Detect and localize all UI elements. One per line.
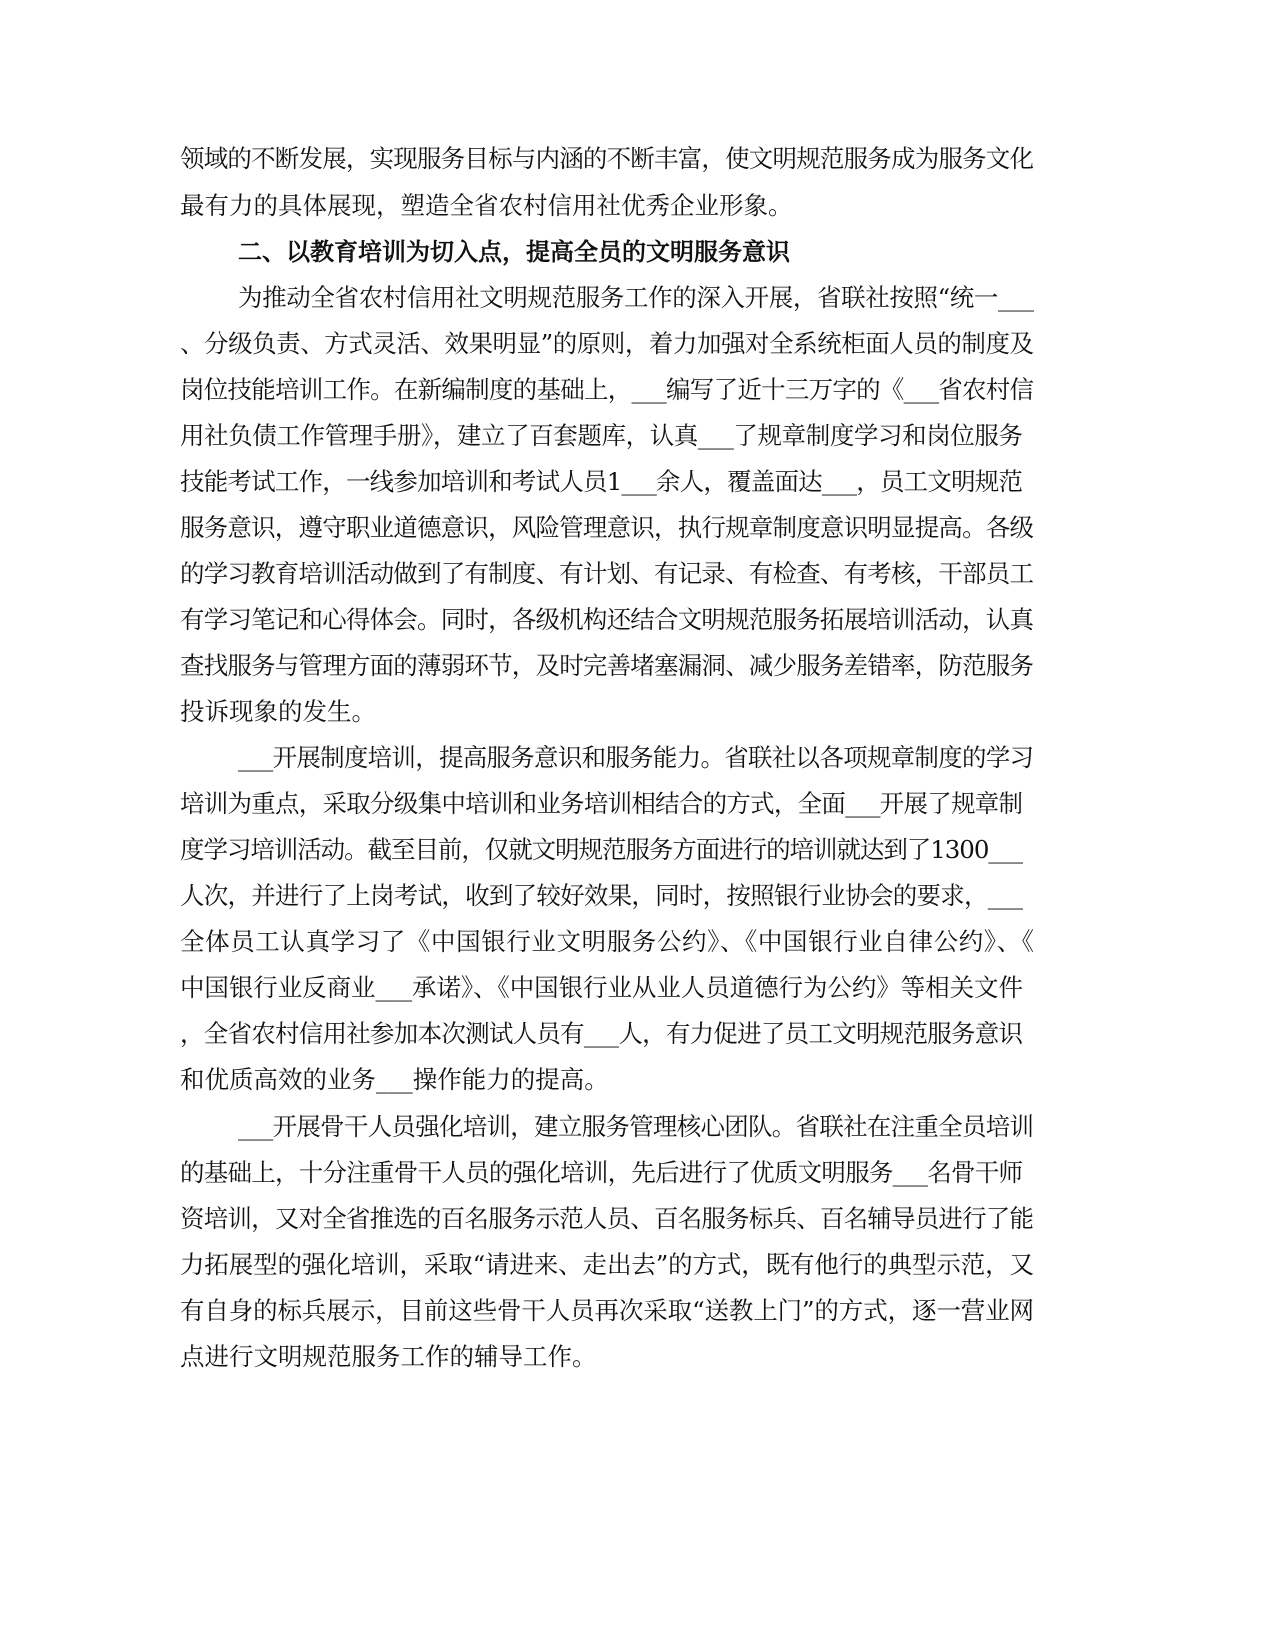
text-line: [0, 1104, 1275, 1150]
line-text: 用社负债工作管理手册》，建立了百套题库，认真___了规章制度学习和岗位服务: [180, 421, 1023, 450]
line-text: 度学习培训活动。截至目前，仅就文明规范服务方面进行的培训就达到了1300___: [180, 835, 1022, 864]
section-heading: [0, 229, 1275, 275]
text-line: [0, 873, 1275, 919]
line-text: 有学习笔记和心得体会。同时，各级机构还结合文明规范服务拓展培训活动，认真: [180, 605, 1034, 634]
line-text: 和优质高效的业务___操作能力的提高。: [180, 1065, 609, 1094]
text-line: [0, 551, 1275, 597]
text-line: [0, 1242, 1275, 1288]
line-text: ___开展骨干人员强化培训，建立服务管理核心团队。省联社在注重全员培训: [238, 1112, 1034, 1141]
text-line: [0, 597, 1275, 643]
line-text: 点进行文明规范服务工作的辅导工作。: [180, 1342, 597, 1371]
text-line: [0, 781, 1275, 827]
line-text: 投诉现象的发生。: [180, 697, 376, 726]
text-line: [0, 643, 1275, 689]
text-line: [0, 275, 1275, 321]
line-text: 培训为重点，采取分级集中培训和业务培训相结合的方式，全面___开展了规章制: [180, 789, 1023, 818]
line-text: 服务意识，遵守职业道德意识，风险管理意识，执行规章制度意识明显提高。各级: [180, 513, 1034, 542]
text-line: [0, 1011, 1275, 1057]
line-text: ___开展制度培训，提高服务意识和服务能力。省联社以各项规章制度的学习: [238, 743, 1034, 772]
line-text: 有自身的标兵展示，目前这些骨干人员再次采取“送教上门”的方式，逐一营业网: [180, 1296, 1034, 1325]
text-line: [0, 136, 1275, 182]
line-text: 中国银行业反商业___承诺》、《中国银行业从业人员道德行为公约》等相关文件: [180, 973, 1023, 1002]
text-line: [0, 413, 1275, 459]
line-text: 领域的不断发展，实现服务目标与内涵的不断丰富，使文明规范服务成为服务文化: [180, 144, 1034, 173]
text-line: [0, 735, 1275, 781]
line-text: 的基础上，十分注重骨干人员的强化培训，先后进行了优质文明服务___名骨干师: [180, 1158, 1023, 1187]
text-line: [0, 505, 1275, 551]
text-line: [0, 1150, 1275, 1196]
line-text: 人次，并进行了上岗考试，收到了较好效果，同时，按照银行业协会的要求，___: [180, 881, 1023, 910]
heading-text: 二、以教育培训为切入点，提高全员的文明服务意识: [238, 238, 790, 266]
line-text: 资培训，又对全省推选的百名服务示范人员、百名服务标兵、百名辅导员进行了能: [180, 1204, 1034, 1233]
text-line: [0, 1334, 1275, 1380]
text-line: [0, 1288, 1275, 1334]
text-line: [0, 459, 1275, 505]
text-line: [0, 1057, 1275, 1103]
line-text: 为推动全省农村信用社文明规范服务工作的深入开展，省联社按照“统一___: [238, 283, 1034, 312]
text-line: [0, 827, 1275, 873]
line-text: 力拓展型的强化培训，采取“请进来、走出去”的方式，既有他行的典型示范，又: [180, 1250, 1034, 1279]
line-text: 岗位技能培训工作。在新编制度的基础上，___编写了近十三万字的《___省农村信: [180, 375, 1034, 404]
line-text: 查找服务与管理方面的薄弱环节，及时完善堵塞漏洞、减少服务差错率，防范服务: [180, 651, 1034, 680]
text-line: [0, 1196, 1275, 1242]
line-text: 技能考试工作，一线参加培训和考试人员1___余人，覆盖面达___，员工文明规范: [180, 467, 1023, 496]
line-text: 最有力的具体展现，塑造全省农村信用社优秀企业形象。: [180, 191, 793, 220]
line-text: 全体员工认真学习了《中国银行业文明服务公约》、《中国银行业自律公约》、《: [180, 927, 1035, 956]
text-line: [0, 965, 1275, 1011]
text-line: [0, 321, 1275, 367]
line-text: 、分级负责、方式灵活、效果明显”的原则，着力加强对全系统柜面人员的制度及: [180, 329, 1034, 358]
line-text: 的学习教育培训活动做到了有制度、有计划、有记录、有检查、有考核，干部员工: [180, 559, 1034, 588]
text-line: [0, 689, 1275, 735]
line-text: ，全省农村信用社参加本次测试人员有___人，有力促进了员工文明规范服务意识: [180, 1019, 1023, 1048]
text-line: [0, 183, 1275, 229]
text-line: [0, 919, 1275, 965]
text-line: [0, 367, 1275, 413]
